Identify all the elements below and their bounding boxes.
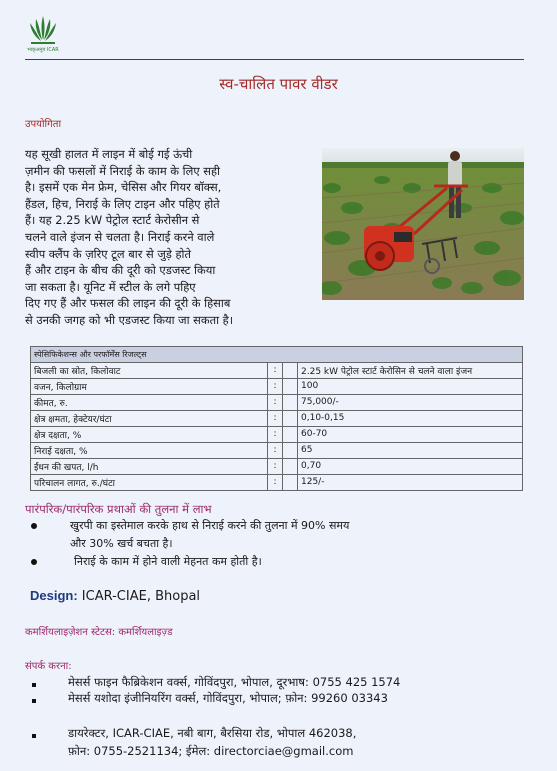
contact-item: डायरेक्टर, ICAR-CIAE, नबी बाग, बैरसिया रोड, भोपाल 462038, (68, 726, 357, 740)
benefit-item-line: और 30% खर्च बचता है। (70, 537, 173, 550)
table-row (31, 378, 523, 394)
table-row (31, 410, 523, 426)
spec-value: 100 (298, 378, 523, 394)
spec-separator (283, 426, 298, 442)
usage-line: चलने वाले इंजन से चलता है। निराई करने वाले (25, 229, 215, 244)
spec-key: परिचालन लागत, रु./घंटा (31, 474, 268, 490)
bullet-icon (31, 523, 37, 529)
icar-logo (25, 12, 61, 56)
bullet-icon (32, 699, 36, 703)
spec-separator: : (268, 362, 283, 378)
power-weeder-photo (322, 148, 524, 300)
usage-line: दिए गए हैं और फसल की लाइन की दूरी के हिसाब (25, 296, 231, 311)
spec-separator (283, 458, 298, 474)
table-row (31, 394, 523, 410)
logo-text: भाकृअनुप ICAR (27, 47, 59, 53)
usage-line: ज़मीन की फसलों में निराई के काम के लिए सही (25, 163, 220, 178)
spec-value: 75,000/- (298, 394, 523, 410)
contact-item: मेसर्स फाइन फैब्रिकेशन वर्क्स, गोविंदपुरा, भोपाल, दूरभाष: 0755 425 1574 (68, 675, 401, 689)
spec-separator (283, 378, 298, 394)
spec-separator (283, 362, 298, 378)
table-row (31, 458, 523, 474)
contact-heading: संपर्क करना: (25, 661, 72, 672)
benefit-item-line: खुरपी का इस्तेमाल करके हाथ से निराई करने की तुलना में 90% समय (70, 519, 350, 532)
table-row (31, 426, 523, 442)
spec-separator: : (268, 426, 283, 442)
spec-value: 2.25 kW पेट्रोल स्टार्ट केरोसिन से चलने वाला इंजन (298, 362, 523, 378)
design-credit (30, 588, 200, 604)
usage-description (25, 146, 310, 329)
spec-key: क्षेत्र क्षमता, हेक्टेयर/घंटा (31, 410, 268, 426)
spec-separator: : (268, 394, 283, 410)
usage-line: यह सूखी हालत में लाइन में बोई गई ऊंची (25, 147, 193, 161)
spec-separator: : (268, 410, 283, 426)
spec-value: 0,70 (298, 458, 523, 474)
spec-separator: : (268, 378, 283, 394)
table-row (31, 442, 523, 458)
benefit-item: निराई के काम में होने वाली मेहनत कम होती है। (74, 555, 262, 568)
table-row (31, 362, 523, 378)
spec-value: 60-70 (298, 426, 523, 442)
spec-separator (283, 394, 298, 410)
bullet-icon (31, 559, 37, 565)
usage-line: हैंडल, हिच, निराई के लिए टाइन और पहिए होते (25, 196, 220, 211)
spec-value: 0,10-0,15 (298, 410, 523, 426)
header-rule (25, 59, 524, 60)
usage-line: से उनकी जगह को भी एडजस्ट किया जा सकता है। (25, 312, 234, 327)
usage-line: हैं। यह 2.25 kW पेट्रोल स्टार्ट केरोसीन से (25, 213, 200, 228)
spec-key: निराई दक्षता, % (31, 442, 268, 458)
spec-key: बिजली का स्रोत, किलोवाट (31, 362, 268, 378)
spec-separator (283, 410, 298, 426)
usage-line: जा सकता है। यूनिट में स्टील के लगे पहिए (25, 279, 196, 294)
usage-line: स्वीप क्लैंप के ज़रिए टूल बार से जुड़े होते (25, 246, 191, 261)
spec-key: वजन, किलोग्राम (31, 378, 268, 394)
usage-label: उपयोगिता (25, 119, 62, 130)
spec-separator: : (268, 458, 283, 474)
design-label: Design: (30, 588, 78, 603)
specs-table (30, 346, 523, 491)
spec-separator (283, 474, 298, 490)
spec-value: 125/- (298, 474, 523, 490)
benefits-heading: पारंपरिक/पारंपरिक प्रथाओं की तुलना में लाभ (25, 502, 212, 516)
contact-item: फ़ोन: 0755-2521134; ईमेल: directorciae@gmail.com (68, 744, 354, 758)
bullet-icon (32, 734, 36, 738)
page-title: स्व-चालित पावर वीडर (219, 75, 338, 93)
usage-line: हैं और टाइन के बीच की दूरी को एडजस्ट किया (25, 263, 216, 278)
commercialization-status: कमर्शियलाइज़ेशन स्टेटस: कमर्शियलाइज़्ड (25, 627, 173, 638)
spec-key: कीमत, रु. (31, 394, 268, 410)
table-row (31, 474, 523, 490)
spec-separator (283, 442, 298, 458)
spec-separator: : (268, 442, 283, 458)
spec-key: ईंधन की खपत, l/h (31, 458, 268, 474)
bullet-icon (32, 683, 36, 687)
contact-item: मेसर्स यशोदा इंजीनियरिंग वर्क्स, गोविंदपुरा, भोपाल; फ़ोन: 99260 03343 (68, 691, 388, 705)
spec-key: क्षेत्र दक्षता, % (31, 426, 268, 442)
specs-heading: स्पेसिफिकेशन्स और परफॉर्मेंस रिजल्ट्स (31, 347, 523, 363)
spec-separator: : (268, 474, 283, 490)
design-value: ICAR-CIAE, Bhopal (77, 589, 201, 604)
usage-line: है। इसमें एक मेन फ्रेम, चेसिस और गियर बॉक्स, (25, 180, 222, 195)
spec-value: 65 (298, 442, 523, 458)
